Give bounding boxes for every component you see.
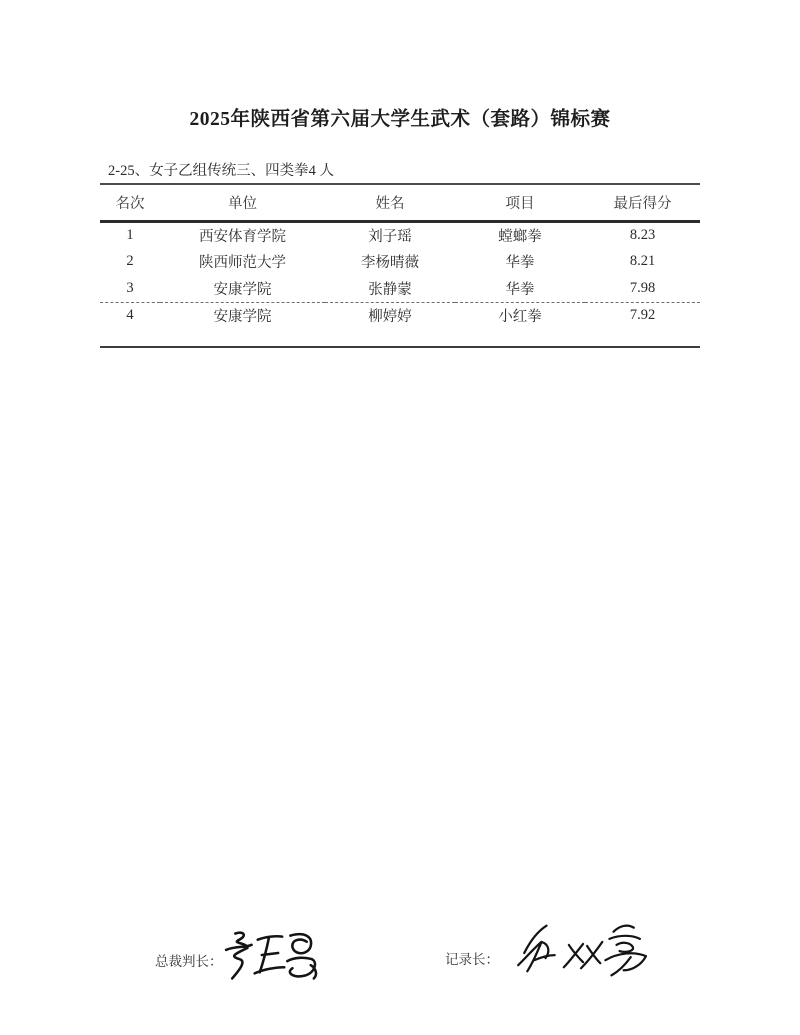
column-header-unit: 单位 [160, 184, 325, 221]
cell-rank: 3 [100, 275, 160, 302]
column-header-name: 姓名 [325, 184, 455, 221]
cell-event: 华拳 [455, 275, 585, 302]
table-row [100, 275, 700, 302]
results-table [100, 183, 700, 348]
cell-rank: 1 [126, 226, 134, 243]
cell-event: 螳螂拳 [498, 228, 542, 245]
recorder-signature [508, 918, 650, 980]
cell-name: 柳婷婷 [368, 309, 412, 326]
cell-score: 8.23 [629, 226, 656, 243]
cell-unit: 西安体育学院 [199, 228, 286, 245]
table-header-row [100, 184, 700, 221]
cell-name: 李杨晴薇 [361, 255, 419, 271]
cell-unit: 安康学院 [160, 275, 325, 302]
cell-unit: 陕西师范大学 [199, 255, 286, 271]
cell-rank: 4 [126, 307, 134, 324]
column-header-score: 最后得分 [585, 184, 700, 221]
cell-unit: 安康学院 [213, 309, 272, 326]
cell-rank: 2 [126, 253, 134, 269]
table-row [100, 302, 700, 329]
column-header-event: 项目 [455, 184, 585, 221]
chief-referee-signature [221, 927, 323, 983]
chief-referee-label: 总裁判长： [155, 954, 223, 969]
cell-name: 张静蒙 [325, 275, 455, 302]
event-subtitle: 2-25、女子乙组传统三、四类拳4 人 [108, 163, 334, 179]
table-row [100, 221, 700, 248]
cell-event: 小红拳 [498, 309, 542, 326]
column-header-rank: 名次 [100, 184, 160, 221]
cell-score: 7.92 [629, 307, 656, 324]
table-row [100, 248, 700, 275]
cell-name: 刘子瑶 [368, 228, 412, 245]
recorder-label: 记录长： [445, 952, 499, 967]
cell-event: 华拳 [505, 255, 535, 271]
table-spacer-row [100, 329, 700, 347]
cell-score: 7.98 [585, 275, 700, 302]
page-title: 2025年陕西省第六届大学生武术（套路）锦标赛 [189, 109, 611, 130]
cell-score: 8.21 [629, 253, 656, 269]
